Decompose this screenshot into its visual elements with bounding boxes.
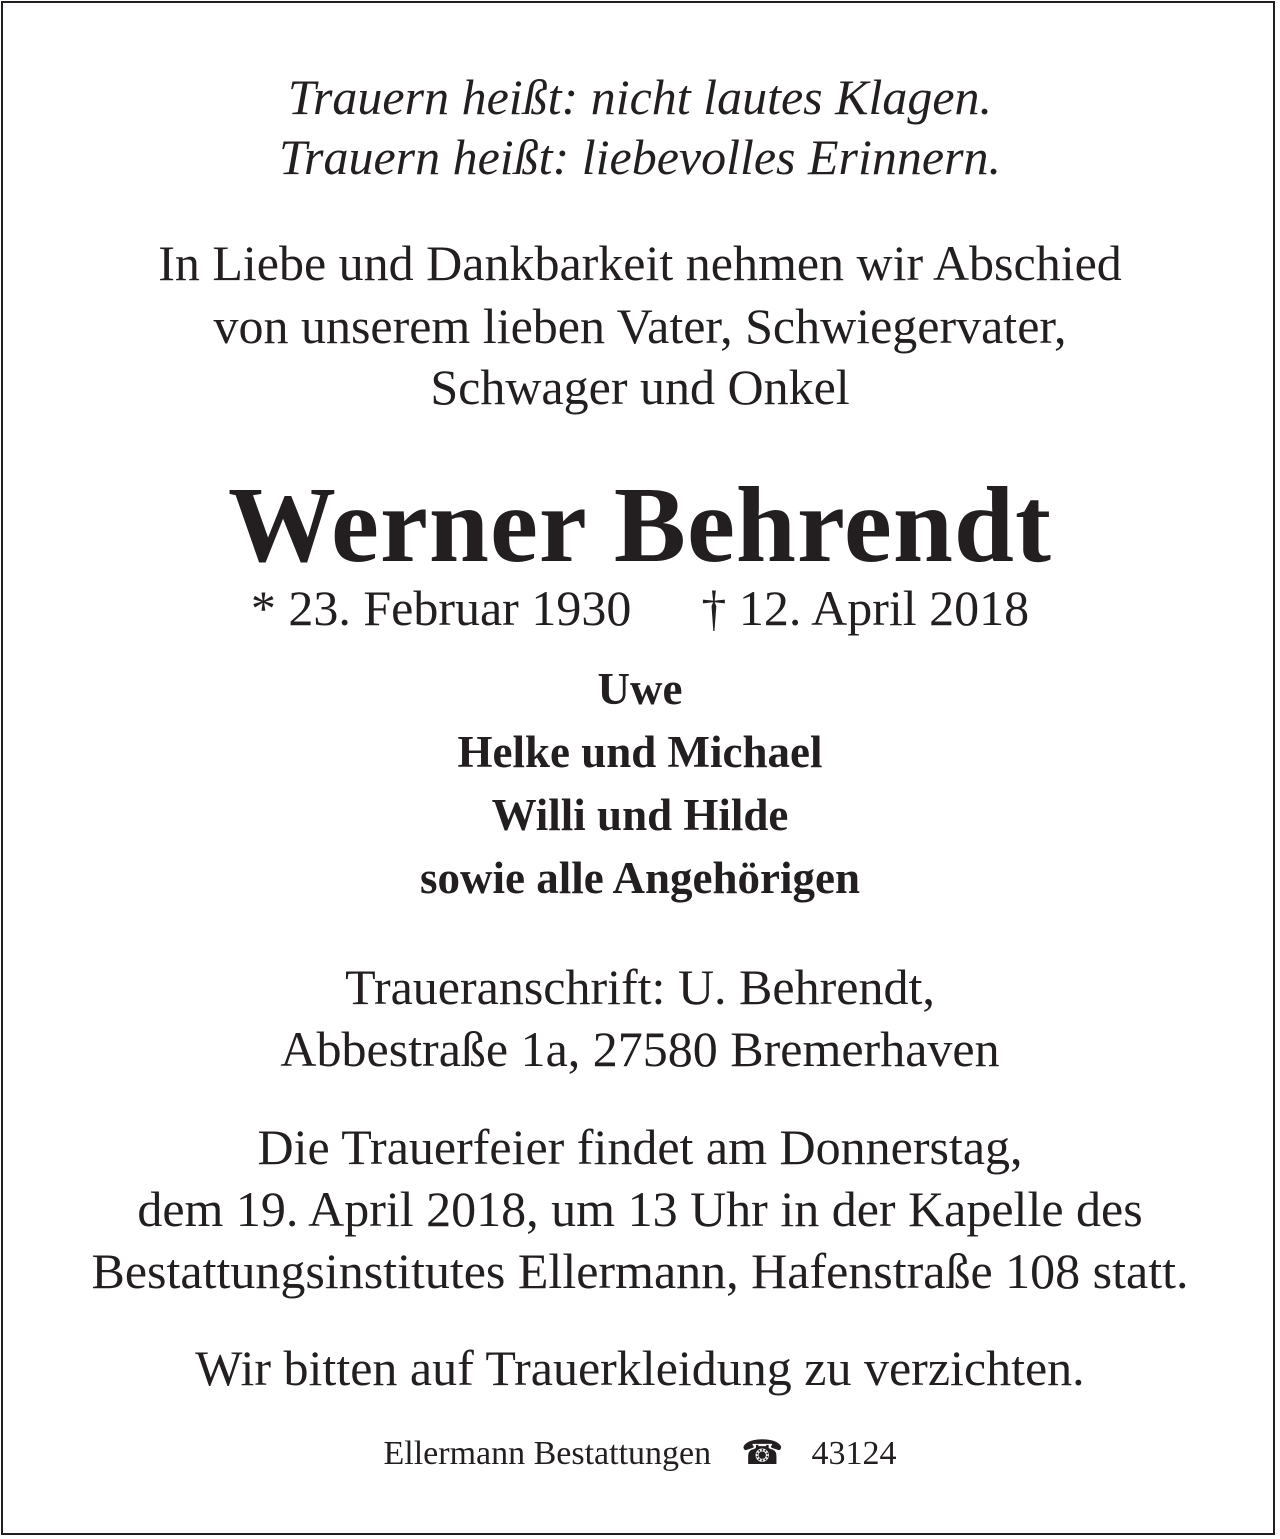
deceased-name: Werner Behrendt <box>228 466 1052 585</box>
mourner-line-2: Helke und Michael <box>457 727 823 777</box>
life-dates <box>0 580 1280 636</box>
address-line-1: Traueranschrift: U. Behrendt, <box>345 959 935 1015</box>
intro-line-2: von unserem lieben Vater, Schwiegervater, <box>213 298 1067 354</box>
motto-line-1: Trauern heißt: nicht lautes Klagen. <box>287 69 993 125</box>
phone-number: 43124 <box>811 1435 897 1472</box>
address-line-2: Abbestraße 1a, 27580 Bremerhaven <box>280 1021 1000 1077</box>
dress-request: Wir bitten auf Trauerkleidung zu verzichten. <box>195 1340 1085 1396</box>
service-line-1: Die Trauerfeier findet am Donnerstag, <box>257 1119 1023 1175</box>
telephone-icon: ☎ <box>741 1435 784 1472</box>
motto-line-2: Trauern heißt: liebevolles Erinnern. <box>278 129 1002 185</box>
intro-line-3: Schwager und Onkel <box>430 359 850 415</box>
intro-line-1: In Liebe und Dankbarkeit nehmen wir Abschied <box>158 235 1122 291</box>
mourner-line-1: Uwe <box>597 664 683 714</box>
mourner-line-4: sowie alle Angehörigen <box>420 853 860 903</box>
death-date: † 12. April 2018 <box>701 580 1030 636</box>
service-line-3: Bestattungsinstitutes Ellermann, Hafenstraße 108 statt. <box>91 1243 1189 1299</box>
footer <box>0 1437 1280 1471</box>
mourner-line-3: Willi und Hilde <box>491 790 789 840</box>
service-line-2: dem 19. April 2018, um 13 Uhr in der Kapelle des <box>137 1181 1143 1237</box>
funeral-home-name: Ellermann Bestattungen <box>383 1435 712 1472</box>
birth-date: * 23. Februar 1930 <box>250 580 632 636</box>
